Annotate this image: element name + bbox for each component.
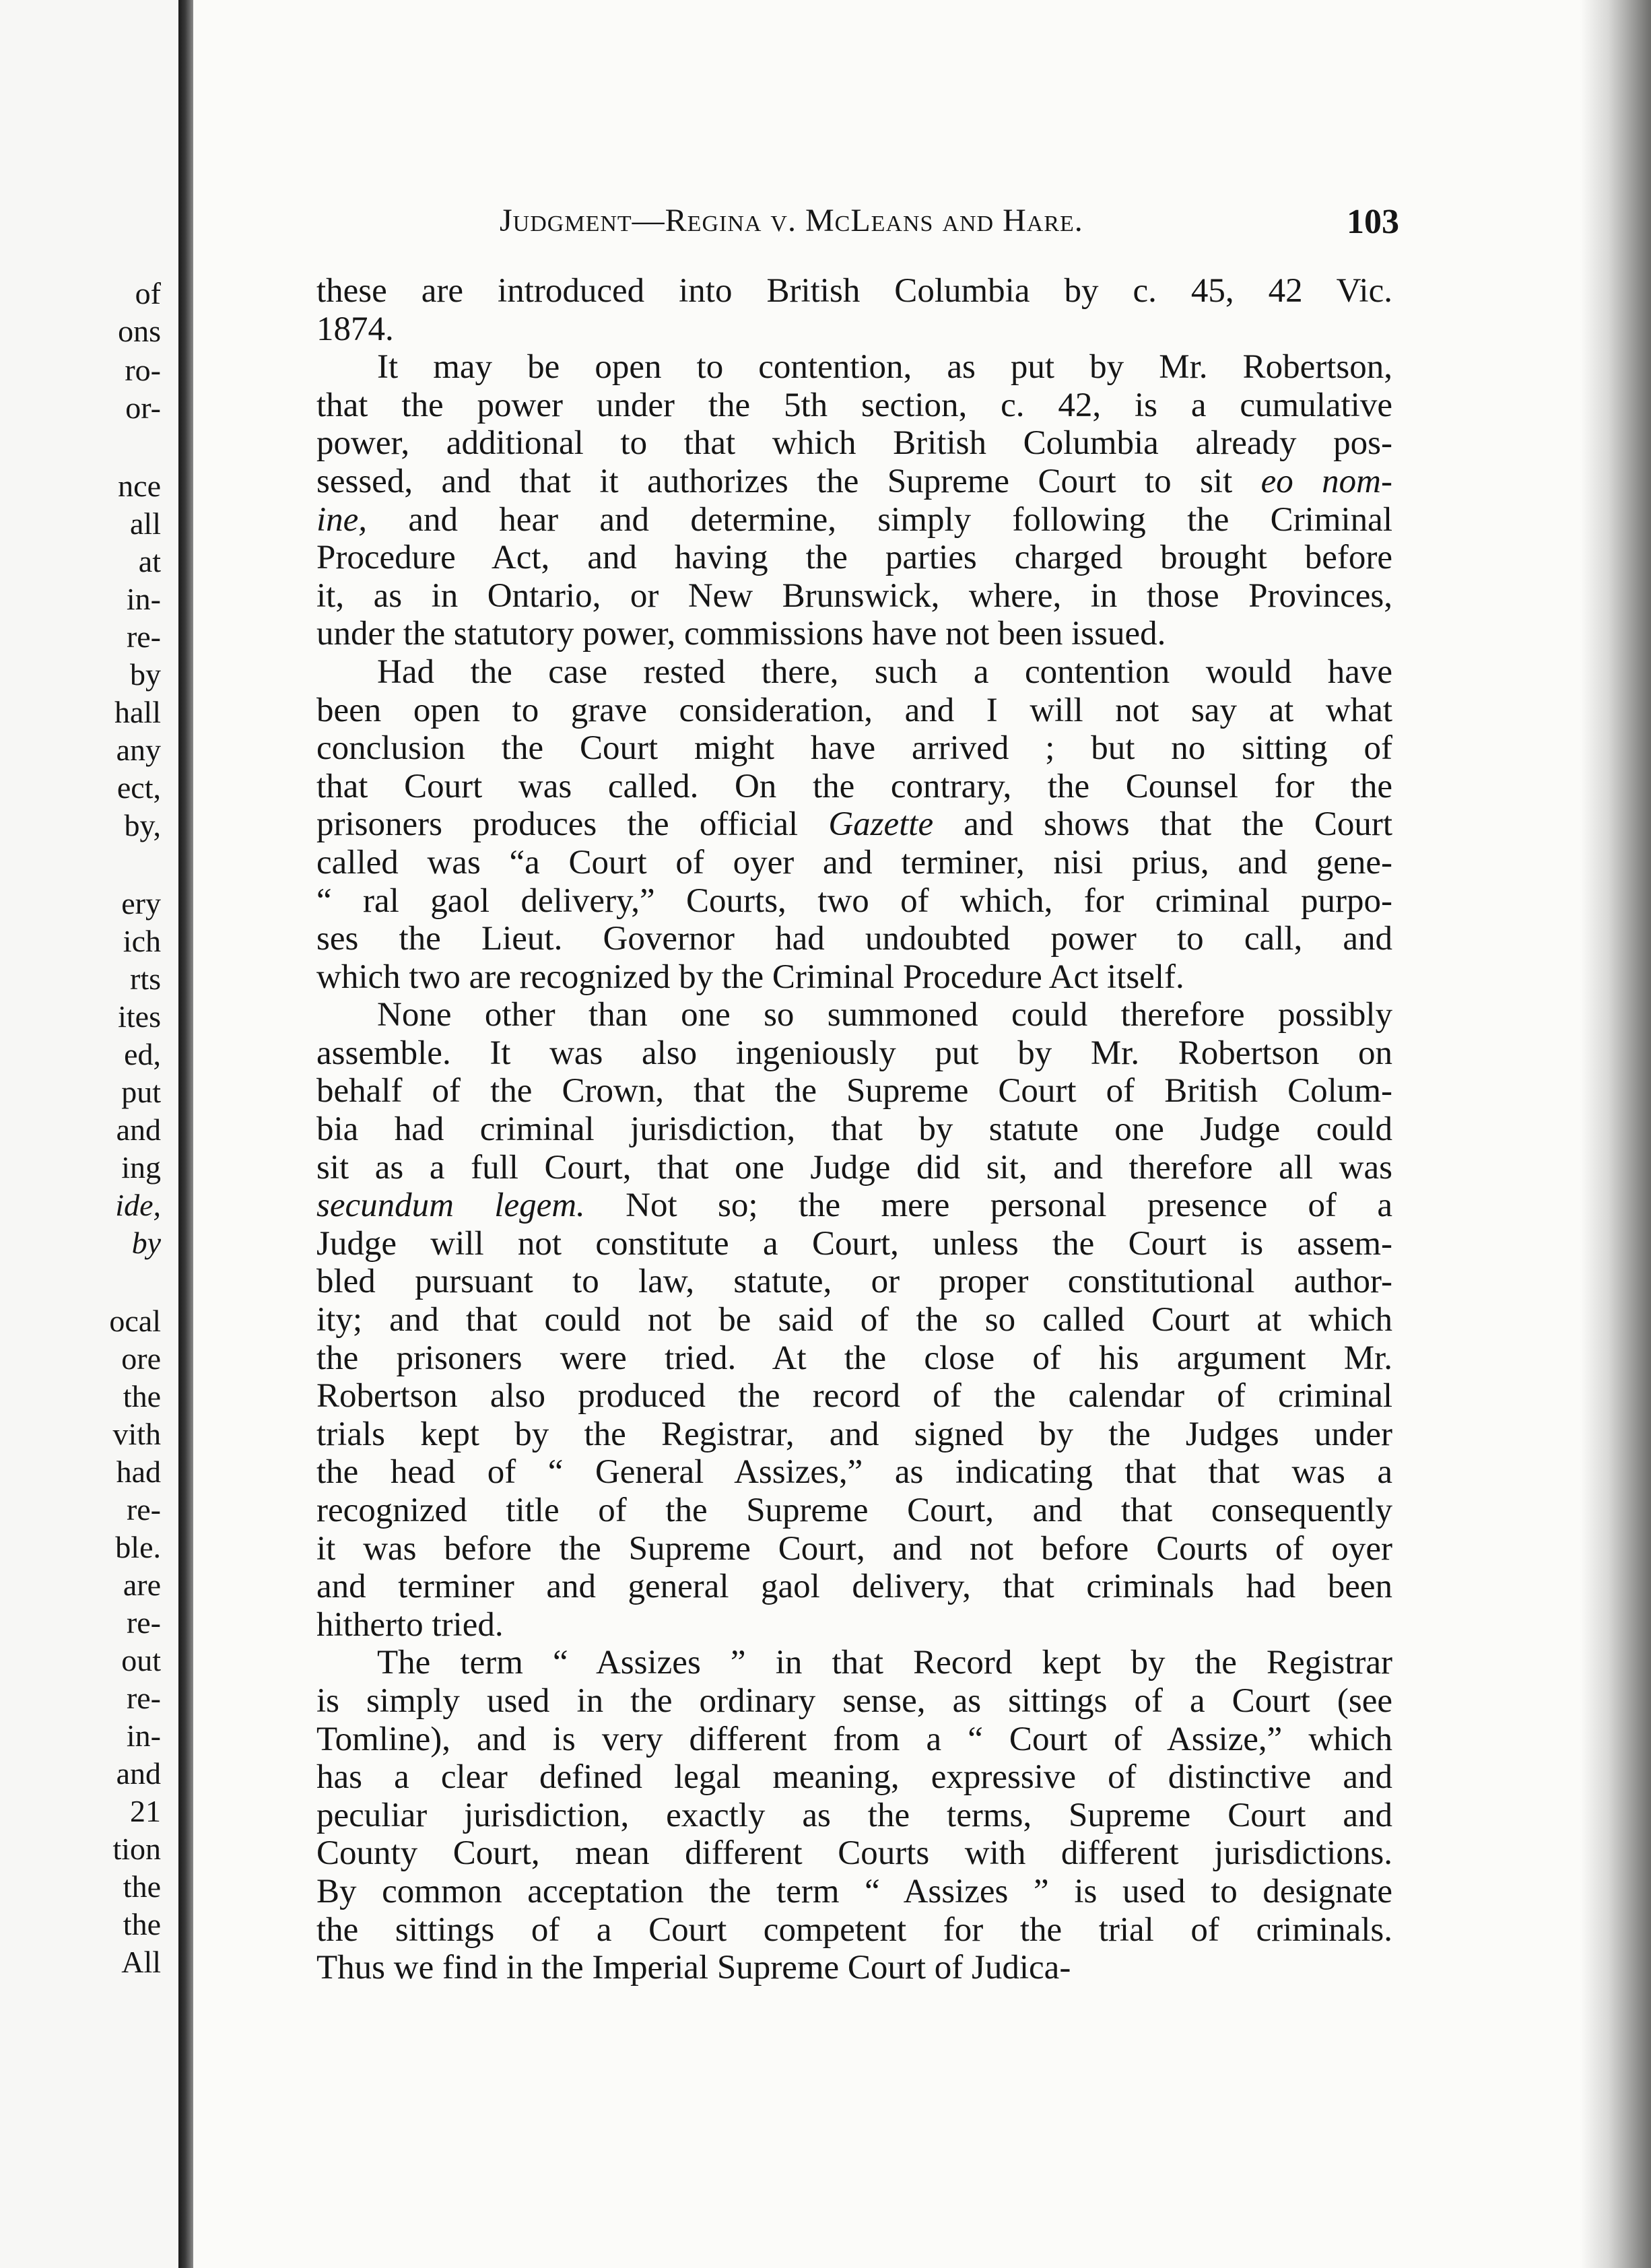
facing-page-fragment-text: the (123, 1379, 161, 1413)
text-line (316, 692, 1392, 730)
text-line (316, 1377, 1392, 1415)
text-segment: and hear and determine, simply following the Criminal (367, 500, 1392, 539)
facing-page-fragment-text: ed, (124, 1037, 161, 1071)
text-segment: 1874. (316, 310, 394, 348)
text-line (316, 653, 1392, 692)
text-segment: County Court, mean different Courts with different jurisdictions. (316, 1834, 1392, 1873)
facing-page-fragment-text: vith (112, 1417, 161, 1451)
text-line (316, 1682, 1392, 1721)
text-line (316, 1072, 1392, 1110)
text-line (316, 615, 1392, 653)
paragraph (316, 653, 1392, 996)
text-segment: assemble. It was also ingeniously put by Mr. Robertson on (316, 1034, 1392, 1072)
facing-page-fragment-text: tion (112, 1832, 161, 1866)
text-line (316, 1187, 1392, 1225)
text-segment: that Court was called. On the contrary, the Counsel for the (316, 767, 1392, 805)
facing-page-fragment-text: re- (126, 620, 161, 654)
facing-page-fragment-text: ore (121, 1341, 161, 1376)
facing-page-fragment-text: of (135, 276, 161, 310)
running-head (500, 202, 1399, 249)
page-edge-shadow (1580, 0, 1651, 2268)
book-gutter (178, 0, 193, 2268)
text-segment: behalf of the Crown, that the Supreme Court of British Colum- (316, 1072, 1392, 1110)
text-line (316, 729, 1392, 768)
text-line (316, 1149, 1392, 1187)
text-segment: None other than one so summoned could therefore possibly (377, 996, 1392, 1034)
italic-text: secundum legem. (316, 1187, 585, 1225)
facing-page-fragment-text: All (121, 1945, 161, 1979)
text-segment: and terminer and general gaol delivery, that criminals had been (316, 1568, 1392, 1606)
text-segment: it was before the Supreme Court, and not before Courts of oyer (316, 1529, 1392, 1568)
text-line (316, 1644, 1392, 1682)
text-segment: it, as in Ontario, or New Brunswick, where, in those Provinces, (316, 576, 1392, 615)
text-line (316, 1721, 1392, 1759)
facing-page-fragment-text: by (130, 657, 161, 692)
text-line (316, 539, 1392, 577)
facing-page-fragment-text: re- (126, 1681, 161, 1715)
text-segment: trials kept by the Registrar, and signed by the Judges under (316, 1415, 1392, 1453)
text-line (316, 844, 1392, 882)
text-segment: hitherto tried. (316, 1605, 504, 1644)
text-line (316, 805, 1392, 844)
facing-page-fragment-text: re- (126, 1492, 161, 1527)
text-line (316, 1758, 1392, 1797)
text-segment: Thus we find in the Imperial Supreme Court of Judica- (316, 1949, 1071, 1987)
text-segment: By common acceptation the term “ Assizes ” is used to designate (316, 1872, 1392, 1910)
text-line (316, 1834, 1392, 1873)
facing-page-fragment-text: by (131, 1226, 161, 1260)
running-title: Judgment—Regina v. McLeans and Hare. (500, 203, 1083, 238)
text-line (316, 1530, 1392, 1568)
page-number: 103 (1347, 203, 1399, 241)
facing-page-fragment-text: out (121, 1643, 161, 1677)
text-line (316, 958, 1392, 997)
facing-page-fragment-text: ide, (115, 1188, 161, 1222)
facing-page-fragment-text: in- (126, 582, 161, 616)
text-segment: “ ral gaol delivery,” Courts, two of which, for criminal purpo- (316, 881, 1392, 920)
text-segment: ses the Lieut. Governor had undoubted power to call, and (316, 920, 1392, 958)
facing-page-fragment-text: ble. (115, 1530, 161, 1564)
text-segment: the prisoners were tried. At the close of his argument Mr. (316, 1339, 1392, 1377)
text-line (316, 1568, 1392, 1606)
text-segment: recognized title of the Supreme Court, and that consequently (316, 1492, 1392, 1529)
text-segment: power, additional to that which British Columbia already pos- (316, 424, 1392, 463)
facing-page-fragment-text: ro- (125, 353, 161, 387)
text-line (316, 463, 1392, 501)
facing-page-fragment-text: re- (126, 1605, 161, 1640)
text-line (316, 1339, 1392, 1378)
paragraph (316, 996, 1392, 1644)
text-line (316, 501, 1392, 539)
text-segment: Not so; the mere personal presence of a (584, 1187, 1392, 1225)
text-line (316, 1034, 1392, 1073)
text-line (316, 996, 1392, 1034)
text-line (316, 1263, 1392, 1301)
facing-page-fragment-text: ocal (109, 1304, 161, 1338)
text-line (316, 1415, 1392, 1454)
text-segment: these are introduced into British Columbia by c. 45, 42 Vic. (316, 272, 1392, 310)
text-segment: been open to grave consideration, and I will not say at what (316, 691, 1392, 729)
facing-page-fragment-text: the (123, 1907, 161, 1941)
facing-page-fragment-text: in- (126, 1719, 161, 1753)
facing-page-fragment-text: nce (118, 469, 161, 503)
text-segment: ity; and that could not be said of the so called Court at which (316, 1301, 1392, 1339)
facing-page-fragment (0, 0, 178, 2268)
facing-page-fragment-text: are (123, 1568, 161, 1602)
facing-page-fragment-text: the (123, 1869, 161, 1904)
italic-text: Gazette (828, 805, 934, 844)
text-segment: sessed, and that it authorizes the Supreme Court to sit (316, 462, 1261, 500)
text-segment: Tomline), and is very different from a “ Court of Assize,” which (316, 1720, 1392, 1758)
paragraph (316, 272, 1392, 348)
facing-page-fragment-text: 21 (130, 1794, 161, 1828)
text-segment: and shows that the Court (933, 805, 1393, 844)
text-segment: which two are recognized by the Criminal Procedure Act itself. (316, 958, 1184, 996)
facing-page-fragment-text: hall (114, 695, 161, 729)
text-line (316, 1873, 1392, 1911)
facing-page-fragment-text: ing (121, 1150, 161, 1185)
paragraph (316, 1644, 1392, 1987)
text-line (316, 577, 1392, 615)
text-line (316, 1911, 1392, 1949)
facing-page-fragment-text: by, (124, 808, 161, 842)
facing-page-fragment-text: and (116, 1112, 161, 1147)
text-segment: the head of “ General Assizes,” as indicating that that was a (316, 1453, 1392, 1492)
text-line (316, 424, 1392, 463)
text-segment: The term “ Assizes ” in that Record kept by the Registrar (377, 1644, 1392, 1682)
text-segment: bled pursuant to law, statute, or proper constitutional author- (316, 1263, 1392, 1301)
facing-page-fragment-text: ons (118, 314, 161, 348)
facing-page-fragment-text: any (116, 733, 161, 767)
text-segment: Judge will not constitute a Court, unless the Court is assem- (316, 1224, 1392, 1263)
facing-page-fragment-text: all (130, 506, 161, 541)
text-segment: peculiar jurisdiction, exactly as the terms, Supreme Court and (316, 1796, 1392, 1834)
text-segment: conclusion the Court might have arrived ; but no sitting of (316, 729, 1392, 768)
text-line (316, 1301, 1392, 1339)
facing-page-fragment-text: ich (123, 924, 161, 958)
text-segment: that the power under the 5th section, c. 42, is a cumulative (316, 386, 1392, 424)
text-segment: bia had criminal jurisdiction, that by statute one Judge could (316, 1110, 1392, 1149)
text-segment: sit as a full Court, that one Judge did sit, and therefore all was (316, 1148, 1392, 1187)
paragraph (316, 348, 1392, 653)
text-segment: called was “a Court of oyer and terminer, nisi prius, and gene- (316, 843, 1392, 881)
facing-page-fragment-text: ites (118, 999, 161, 1034)
facing-page-fragment-text: ery (121, 886, 161, 921)
text-line (316, 1606, 1392, 1644)
facing-page-fragment-text: had (116, 1455, 161, 1489)
text-segment: has a clear defined legal meaning, expressive of distinctive and (316, 1758, 1392, 1797)
facing-page-fragment-text: put (121, 1075, 161, 1109)
text-segment: prisoners produces the official (316, 805, 829, 844)
text-line (316, 310, 1392, 349)
text-segment: Robertson also produced the record of the calendar of criminal (316, 1377, 1392, 1415)
facing-page-fragment-text: or- (125, 391, 161, 425)
text-line (316, 1797, 1392, 1835)
text-segment: Had the case rested there, such a contention would have (377, 653, 1392, 691)
body-text (316, 272, 1392, 1987)
italic-text: eo nom- (1260, 462, 1392, 500)
text-line (316, 387, 1392, 425)
text-line (316, 1110, 1392, 1149)
text-line (316, 768, 1392, 806)
text-line (316, 348, 1392, 387)
text-line (316, 1225, 1392, 1263)
text-segment: Procedure Act, and having the parties charged brought before (316, 539, 1392, 577)
text-segment: under the statutory power, commissions have not been issued. (316, 615, 1166, 653)
text-line (316, 272, 1392, 310)
text-line (316, 1492, 1392, 1530)
facing-page-fragment-text: rts (130, 962, 161, 996)
text-segment: It may be open to contention, as put by Mr. Robertson, (377, 348, 1392, 387)
text-segment: the sittings of a Court competent for the trial of criminals. (316, 1910, 1392, 1949)
text-line (316, 920, 1392, 958)
italic-text: ine, (316, 500, 368, 539)
text-line (316, 882, 1392, 921)
text-line (316, 1453, 1392, 1492)
facing-page-fragment-text: at (138, 544, 161, 578)
text-segment: is simply used in the ordinary sense, as sittings of a Court (see (316, 1681, 1392, 1720)
facing-page-fragment-text: and (116, 1756, 161, 1791)
facing-page-fragment-text: ect, (116, 770, 161, 805)
text-line (316, 1949, 1392, 1987)
